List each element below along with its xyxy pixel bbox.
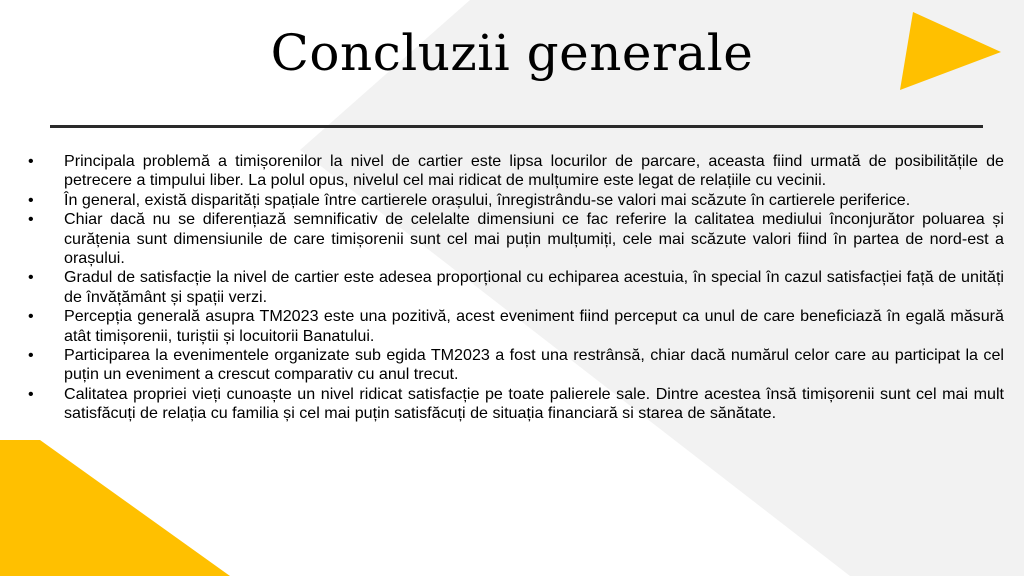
- list-item: [28, 385, 1004, 424]
- list-item: [28, 346, 1004, 385]
- bullet-icon: •: [28, 346, 34, 365]
- bullet-text: Principala problemă a timișorenilor la nivel de cartier este lipsa locurilor de parcare, aceasta fiind urmată de posibilitățile de petrecere a timpului liber. La polul opus, nivelul cel mai ridicat de mulțumire este legat de relațiile cu vecinii.: [64, 152, 1004, 190]
- list-item: [28, 307, 1004, 346]
- list-item: [28, 152, 1004, 191]
- bullet-icon: •: [28, 384, 34, 403]
- bullet-icon: •: [28, 210, 34, 229]
- conclusions-list: [28, 152, 1004, 424]
- bullet-icon: •: [28, 268, 34, 287]
- bullet-icon: •: [28, 152, 34, 170]
- bullet-text: În general, există disparități spațiale între cartierele orașului, înregistrându-se valori mai scăzute în cartierele periferice.: [64, 190, 911, 209]
- title-divider: [50, 125, 983, 128]
- slide-title: Concluzii generale: [270, 24, 754, 82]
- bullet-text: Chiar dacă nu se diferențiază semnificativ de celelalte dimensiuni ce fac referire la calitatea mediului înconjurător poluarea și curățenia sunt dimensiunile de care timișorenii sunt cel mai puțin mulțumiți, cele mai scăzute valori fiind în partea de nord-est a orașului.: [64, 210, 1004, 268]
- list-item: [28, 210, 1004, 268]
- bullet-icon: •: [28, 190, 34, 209]
- bullet-text: Participarea la evenimentele organizate sub egida TM2023 a fost una restrânsă, chiar dacă numărul celor care au participat la cel puțin un eveniment a crescut comparativ cu anul trecut.: [64, 346, 1004, 384]
- bullet-text: Gradul de satisfacție la nivel de cartier este adesea proporțional cu echiparea acestuia, în special în cazul satisfacției față de unități de învățământ și spații verzi.: [64, 268, 1004, 306]
- yellow-corner-shape: [0, 440, 230, 576]
- list-item: [28, 191, 1004, 210]
- bullet-icon: •: [28, 307, 34, 326]
- bullet-text: Calitatea propriei vieți cunoaște un nivel ridicat satisfacție pe toate palierele sale. Dintre acestea însă timișorenii sunt cel mai mult satisfăcuți de relația cu familia și cel mai puțin satisfăcuți de situația financiară si starea de sănătate.: [64, 384, 1004, 423]
- list-item: [28, 268, 1004, 307]
- bullet-text: Percepția generală asupra TM2023 este una pozitivă, acest eveniment fiind perceput ca unul de care beneficiază în egală măsură atât timișorenii, turiștii și locuitorii Banatului.: [64, 307, 1004, 345]
